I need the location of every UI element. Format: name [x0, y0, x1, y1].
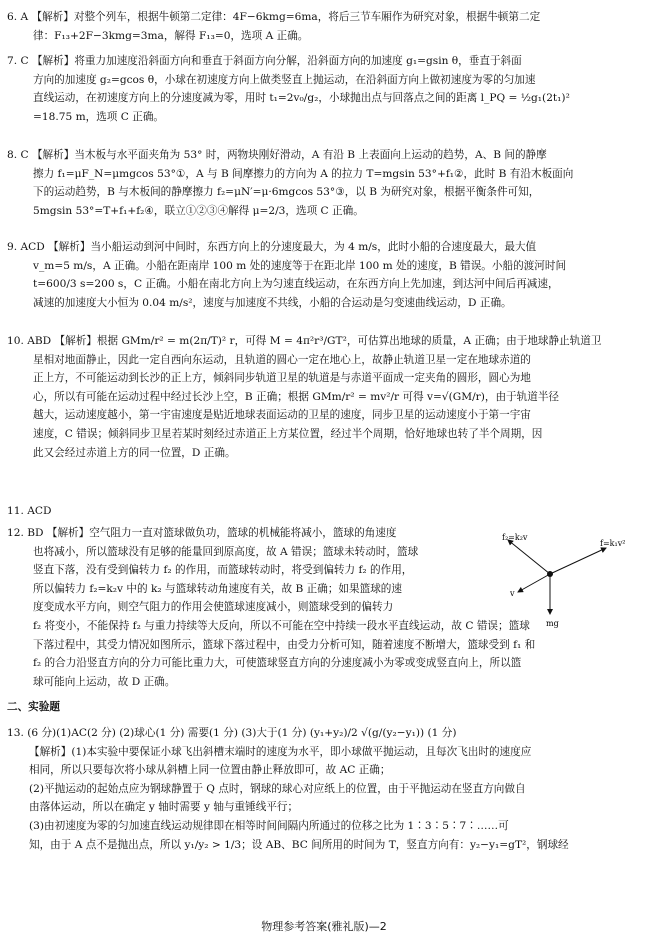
- q10-line-4: 心，所以有可能在运动过程中经过长沙上空，B 正确；根据 GMm/r² = mv²/r 可得 v=√(GM/r)，由于轨道半径: [33, 390, 560, 403]
- q6-line-1: 6. A 【解析】对整个列车，根据牛顿第二定律：4F−6kmg=6ma，将后三节车厢作为研究对象，根据牛顿第二定: [7, 11, 541, 23]
- section-title: [7, 698, 641, 717]
- q13-line-1: 13. (6 分)(1)AC(2 分) (2)球心(1 分) 需要(1 分) (3)大于(1 分) (y₁+y₂)/2 √(g/(y₂−y₁)) (1 分): [7, 727, 457, 739]
- f2-arrow: [508, 540, 550, 574]
- page-footer: 物理参考答案(雅礼版)—2: [261, 920, 387, 933]
- q13-line-7: 知，由于 A 点不是抛出点，所以 y₁/y₂ > 1/3；设 AB、BC 间所用的时间为 T，竖直方向有：y₂−y₁=gT²，钢球经: [29, 838, 569, 851]
- answer-q8: [7, 146, 641, 220]
- q8-line-1: 8. C 【解析】当木板与水平面夹角为 53° 时，两物块刚好滑动，A 有沿 B 上表面向上运动的趋势，A、B 间的静摩: [7, 149, 547, 161]
- answer-q11: [7, 502, 641, 521]
- q10-line-2: 星相对地面静止，因此一定自西向东运动，且轨道的圆心一定在地心上，故静止轨道卫星一定在地球赤道的: [33, 353, 531, 366]
- label-f1: f=k₁v²: [600, 539, 626, 548]
- q10-line-6: 速度，C 错误；倾斜同步卫星若某时刻经过赤道正上方某位置，经过半个周期，恰好地球也转了半个周期，因: [33, 427, 543, 440]
- q13-line-3: 相同，所以只要每次将小球从斜槽上同一位置由静止释放即可，故 AC 正确；: [29, 764, 391, 777]
- q12-line-4: 所以偏转力 f₂=k₂v 中的 k₂ 与篮球转动角速度有关，故 B 正确；如果篮球的速: [33, 582, 402, 595]
- q9-line-2: v_m=5 m/s，A 正确。小船在距南岸 100 m 处的速度等于在距北岸 100 m 处的速度，B 错误。小船的渡河时间: [33, 259, 567, 272]
- q9-line-3: t=600/3 s=200 s，C 正确。小船在南北方向上为匀速直线运动，在东西方向上先加速，到达河中间后再减速，: [33, 278, 559, 291]
- q8-line-2: 擦力 f₁=μF_N=μmgcos 53°①，A 与 B 间摩擦力的方向为 A 的拉力 T=mgsin 53°+f₁②，此时 B 有沿木板面向: [33, 167, 574, 180]
- q13-line-2: 【解析】(1)本实验中要保证小球飞出斜槽末端时的速度为水平，即小球做平抛运动，且每次飞出时的速度应: [29, 745, 532, 758]
- q12-line-1: 12. BD 【解析】空气阻力一直对篮球做负功，篮球的机械能将减小，篮球的角速度: [7, 527, 397, 539]
- q12-line-9: 球可能向上运动，故 D 正确。: [33, 675, 176, 688]
- q13-line-5: 由落体运动，所以在确定 y 轴时需要 y 轴与重锤线平行；: [29, 801, 299, 814]
- q12-line-2: 也将减小，所以篮球没有足够的能量回到原高度，故 A 错误；篮球未转动时，篮球: [33, 545, 419, 558]
- q12-line-6: f₂ 将变小，不能保持 f₂ 与重力持续等大反向，所以不可能在空中持续一段水平直线运动，故 C 错误；篮球: [33, 620, 530, 632]
- q10-line-5: 越大，运动速度越小，第一宇宙速度是贴近地球表面运动的卫星的速度，同步卫星的运动速度小于第一宇宙: [33, 409, 531, 422]
- label-f2: f₂=k₂v: [502, 533, 528, 542]
- q7-line-3: 直线运动，在初速度方向上的分速度减为零，用时 t₁=2v₀/g₂，小球抛出点与回落点之间的距离 l_PQ = ½g₁(2t₁)²: [33, 92, 570, 105]
- q10-line-1: 10. ABD 【解析】根据 GMm/r² = m(2π/T)² r，可得 M = 4π²r³/GT²，可估算出地球的质量，A 正确；由于地球静止轨道卫: [7, 335, 602, 347]
- q6-line-2: 律：F₁₃+2F−3kmg=3ma，解得 F₁₃=0，选项 A 正确。: [33, 29, 309, 42]
- answer-q12-wide: [7, 617, 641, 691]
- q11-line-1: 11. ACD: [7, 505, 52, 517]
- answer-q12-narrow: [7, 524, 485, 617]
- q9-line-1: 9. ACD 【解析】当小船运动到河中间时，东西方向上的分速度最大，为 4 m/s，此时小船的合速度最大，最大值: [7, 241, 537, 253]
- q10-line-7: 此又会经过赤道上方的同一位置，D 正确。: [33, 446, 236, 459]
- force-diagram: [488, 530, 644, 630]
- q12-line-7: 下落过程中，其受力情况如图所示，篮球下落过程中，由受力分析可知，随着速度不断增大，篮球受到 f₁ 和: [33, 638, 536, 651]
- q12-line-3: 竖直下落，没有受到偏转力 f₂ 的作用，而篮球转动时，将受到偏转力 f₂ 的作用，: [33, 564, 413, 577]
- answer-q6: [7, 8, 641, 45]
- q12-line-5: 度变成水平方向，则空气阻力的作用会使篮球速度减小，则篮球受到的偏转力: [33, 601, 394, 614]
- ball-point: [547, 571, 553, 577]
- q8-line-4: 5mgsin 53°=T+f₁+f₂④，联立①②③④解得 μ=2/3，选项 C 正确。: [33, 204, 364, 217]
- q7-line-1: 7. C 【解析】将重力加速度沿斜面方向和垂直于斜面方向分解，沿斜面方向的加速度 g₁=gsin θ，垂直于斜面: [7, 55, 522, 67]
- q8-line-3: 下的运动趋势，B 与木板间的静摩擦力 f₂=μN′=μ·6mgcos 53°③，以 B 为研究对象，根据平衡条件可知，: [33, 186, 540, 199]
- q13-line-6: (3)由初速度为零的匀加速直线运动规律即在相等时间间隔内所通过的位移之比为 1∶3∶5∶7∶……可: [29, 819, 509, 832]
- section-title-text: 二、实验题: [7, 701, 60, 713]
- q13-line-4: (2)平抛运动的起始点应为钢球静置于 Q 点时，钢球的球心对应纸上的位置，由于平抛运动在竖直方向做自: [29, 782, 526, 795]
- answer-q9: [7, 238, 641, 312]
- q10-line-3: 正上方，不可能运动到长沙的正上方，倾斜同步轨道卫星的轨道是与赤道平面成一定夹角的圆形，圆心为地: [33, 372, 531, 385]
- answer-q10: [7, 332, 641, 462]
- answer-q7: [7, 52, 641, 126]
- q9-line-4: 减速的加速度大小恒为 0.04 m/s²，速度与加速度不共线，小船的合运动是匀变速曲线运动，D 正确。: [33, 296, 512, 309]
- answer-q13: [7, 724, 641, 854]
- q7-line-4: =18.75 m，选项 C 正确。: [33, 110, 165, 123]
- q7-line-2: 方向的加速度 g₂=gcos θ，小球在初速度方向上做类竖直上抛运动，在沿斜面方向上做初速度为零的匀加速: [33, 73, 536, 86]
- f1-arrow: [550, 548, 606, 574]
- q12-line-8: f₂ 的合力沿竖直方向的分力可能比重力大，可使篮球竖直方向的分速度减小为零或变成竖直向上，所以篮: [33, 657, 522, 670]
- velocity-arrow: [518, 574, 550, 592]
- label-mg: mg: [546, 619, 559, 628]
- label-v: v: [510, 589, 515, 598]
